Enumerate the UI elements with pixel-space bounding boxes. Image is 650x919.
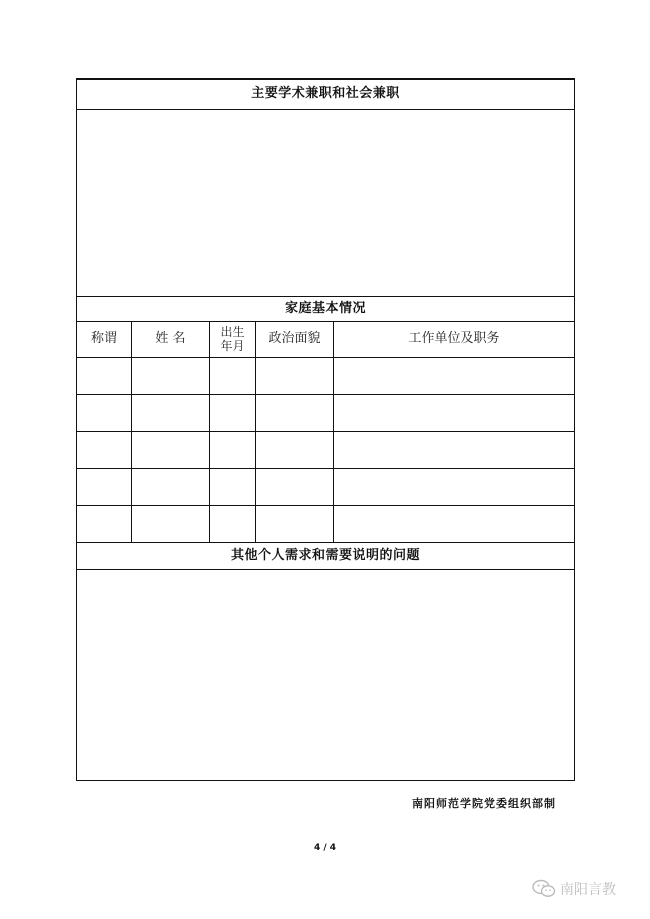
page-number: 4 / 4 <box>313 843 337 853</box>
table-row <box>77 394 575 431</box>
other-section-title: 其他个人需求和需要说明的问题 <box>77 542 575 569</box>
cell-work[interactable] <box>334 357 575 394</box>
cell-work[interactable] <box>334 505 575 542</box>
cell-relation[interactable] <box>77 505 132 542</box>
cell-name[interactable] <box>132 468 210 505</box>
issuer-signature: 南阳师范学院党委组织部制 <box>412 797 556 810</box>
cell-relation[interactable] <box>77 431 132 468</box>
cell-work[interactable] <box>334 468 575 505</box>
header-birth-line2: 年月 <box>220 339 245 353</box>
cell-name[interactable] <box>132 357 210 394</box>
header-name: 姓 名 <box>132 321 210 357</box>
header-birth <box>210 321 256 357</box>
cell-relation[interactable] <box>77 394 132 431</box>
cell-politics[interactable] <box>256 505 334 542</box>
table-row <box>77 505 575 542</box>
cell-relation[interactable] <box>77 357 132 394</box>
wechat-icon <box>532 879 556 899</box>
family-table-header <box>77 321 575 357</box>
personal-info-form <box>76 78 575 781</box>
cell-name[interactable] <box>132 505 210 542</box>
academic-section-title: 主要学术兼职和社会兼职 <box>77 79 575 109</box>
watermark-text: 南阳言教 <box>560 882 616 898</box>
header-relation: 称谓 <box>77 321 132 357</box>
cell-name[interactable] <box>132 394 210 431</box>
cell-birth[interactable] <box>210 357 256 394</box>
cell-relation[interactable] <box>77 468 132 505</box>
family-section-title: 家庭基本情况 <box>77 296 575 321</box>
cell-birth[interactable] <box>210 505 256 542</box>
header-birth-line1: 出生 <box>220 325 245 339</box>
cell-name[interactable] <box>132 431 210 468</box>
cell-politics[interactable] <box>256 394 334 431</box>
cell-politics[interactable] <box>256 468 334 505</box>
other-section-content[interactable] <box>77 569 575 780</box>
academic-section-content[interactable] <box>77 109 575 296</box>
table-row <box>77 357 575 394</box>
cell-work[interactable] <box>334 394 575 431</box>
cell-birth[interactable] <box>210 431 256 468</box>
table-row <box>77 468 575 505</box>
cell-birth[interactable] <box>210 394 256 431</box>
cell-politics[interactable] <box>256 357 334 394</box>
cell-politics[interactable] <box>256 431 334 468</box>
table-row <box>77 431 575 468</box>
cell-birth[interactable] <box>210 468 256 505</box>
header-politics: 政治面貌 <box>256 321 334 357</box>
header-work: 工作单位及职务 <box>334 321 575 357</box>
cell-work[interactable] <box>334 431 575 468</box>
wechat-watermark <box>532 877 616 901</box>
